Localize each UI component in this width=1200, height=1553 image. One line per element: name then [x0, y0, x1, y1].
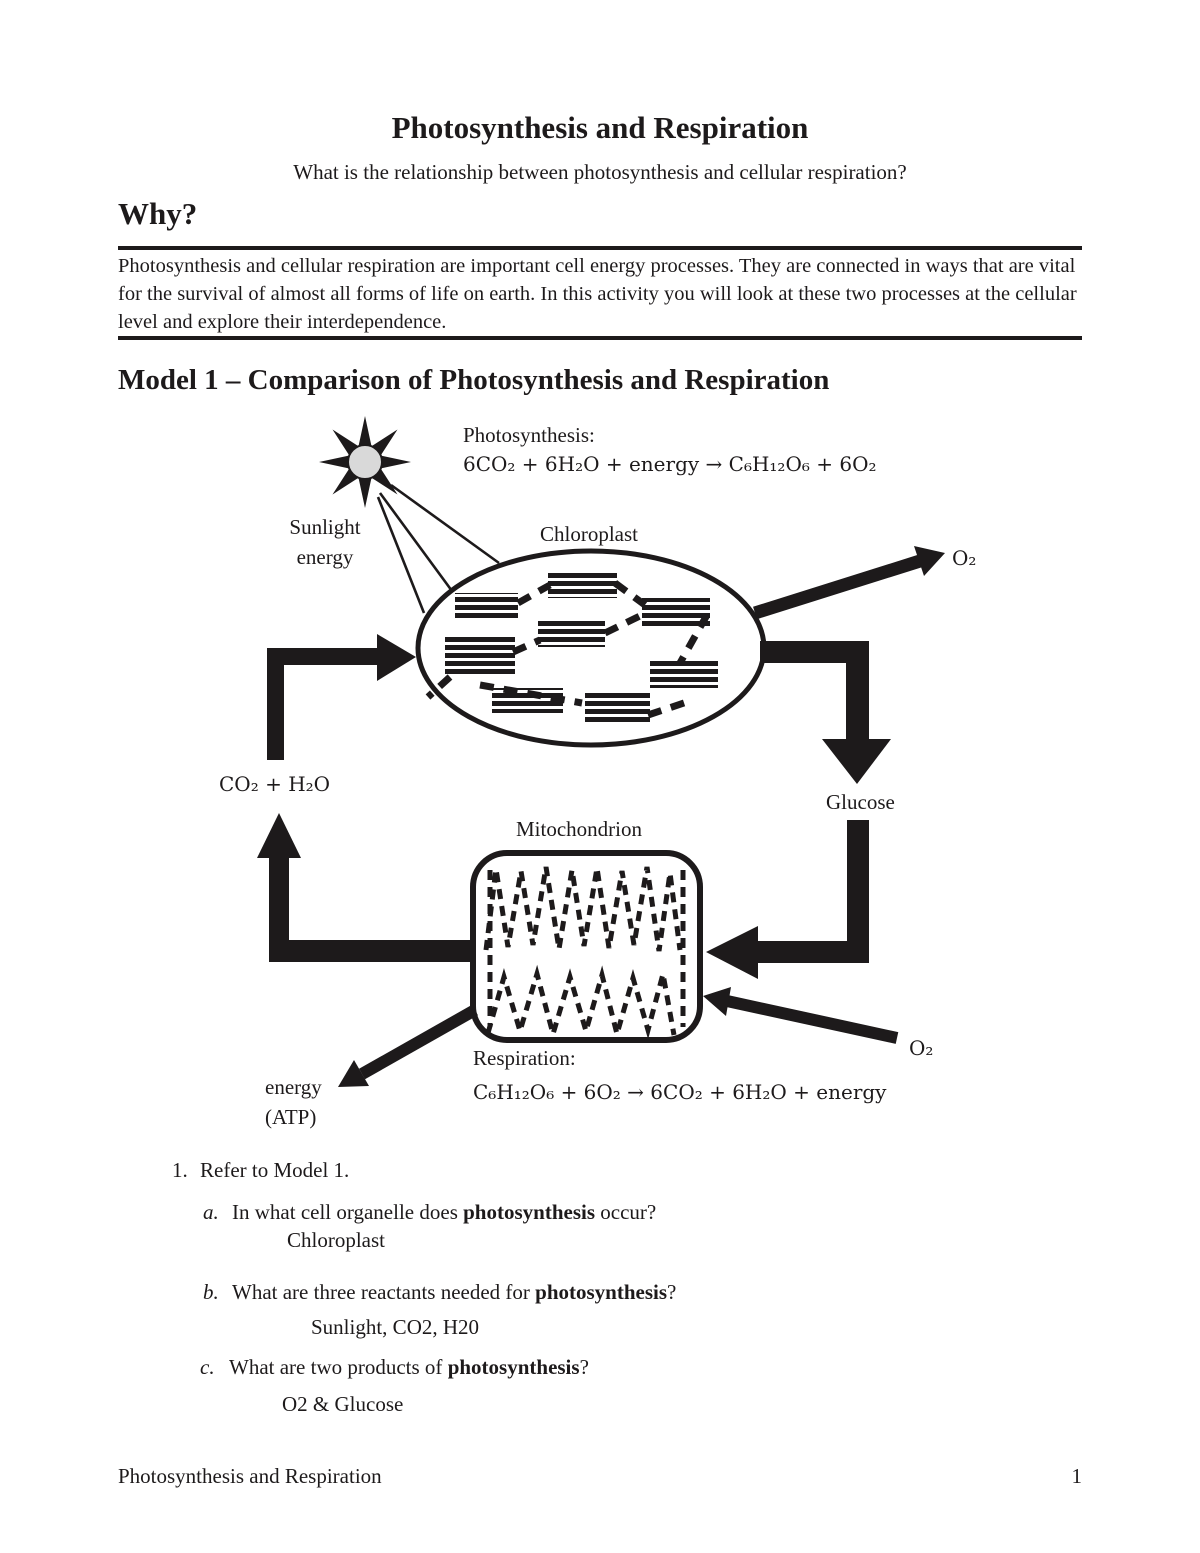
- question-1: [172, 1158, 349, 1183]
- arrow-mitochondrion-to-co2: [257, 813, 473, 962]
- arrow-mitochondrion-to-energy: [338, 1010, 475, 1087]
- question-1c: c. What are two products of photosynthesis?: [200, 1355, 589, 1379]
- respiration-label: Respiration:: [473, 1046, 576, 1070]
- o2-top-label: O₂: [952, 546, 977, 570]
- question-1a: a. In what cell organelle does photosynthesis occur?: [203, 1200, 657, 1224]
- question-1a-marker: a.: [203, 1200, 219, 1224]
- mitochondrion-label: Mitochondrion: [516, 817, 642, 841]
- footer-page-number: 1: [1071, 1464, 1082, 1488]
- co2-h2o-label: CO₂ + H₂O: [219, 772, 331, 796]
- model1-heading: Model 1 – Comparison of Photosynthesis and Respiration: [118, 364, 830, 396]
- why-paragraph: Photosynthesis and cellular respiration are important cell energy processes. They are connected in ways that are vital for the survival of almost all forms of life on earth. In this activity you will look at these two processes at the cellular level and explore their interdependence.: [118, 255, 1077, 333]
- arrow-chloroplast-to-o2: [755, 546, 945, 613]
- divider-rule-bottom: [118, 336, 1082, 340]
- arrow-chloroplast-to-glucose: [760, 641, 891, 784]
- respiration-equation: C₆H₁₂O₆ + 6O₂ → 6CO₂ + 6H₂O + energy: [473, 1080, 887, 1104]
- question-1-text: Refer to Model 1.: [200, 1158, 350, 1182]
- page-subtitle: What is the relationship between photosynthesis and cellular respiration?: [293, 160, 907, 184]
- divider-rule-top: [118, 246, 1082, 250]
- chloroplast-organelle: [418, 551, 764, 745]
- arrow-co2-to-chloroplast: [267, 634, 416, 760]
- question-1b: b. What are three reactants needed for photosynthesis?: [203, 1280, 677, 1304]
- chloroplast-label: Chloroplast: [540, 522, 638, 546]
- question-1c-marker: c.: [200, 1355, 215, 1379]
- o2-bottom-label: O₂: [909, 1036, 934, 1060]
- photosynthesis-equation: 6CO₂ + 6H₂O + energy → C₆H₁₂O₆ + 6O₂: [463, 452, 877, 476]
- why-heading: Why?: [118, 196, 198, 231]
- arrow-o2-to-mitochondrion: [703, 987, 897, 1038]
- answer-1a: Chloroplast: [287, 1228, 385, 1252]
- sun-icon: [319, 416, 411, 508]
- photosynthesis-label: Photosynthesis:: [463, 423, 595, 447]
- sunlight-energy-label: Sunlight energy: [289, 515, 361, 569]
- question-1b-marker: b.: [203, 1280, 219, 1304]
- mitochondrion-organelle: [473, 853, 700, 1040]
- question-1-number: 1.: [172, 1158, 188, 1182]
- arrow-glucose-to-mitochondrion: [706, 820, 869, 979]
- page-footer: [118, 1464, 1082, 1489]
- energy-atp-label: energy (ATP): [265, 1075, 322, 1129]
- footer-title: Photosynthesis and Respiration: [118, 1464, 382, 1488]
- answer-1b: Sunlight, CO2, H20: [311, 1315, 480, 1339]
- page-title: Photosynthesis and Respiration: [391, 110, 809, 145]
- answer-1c: O2 & Glucose: [282, 1392, 404, 1416]
- glucose-label: Glucose: [826, 790, 895, 814]
